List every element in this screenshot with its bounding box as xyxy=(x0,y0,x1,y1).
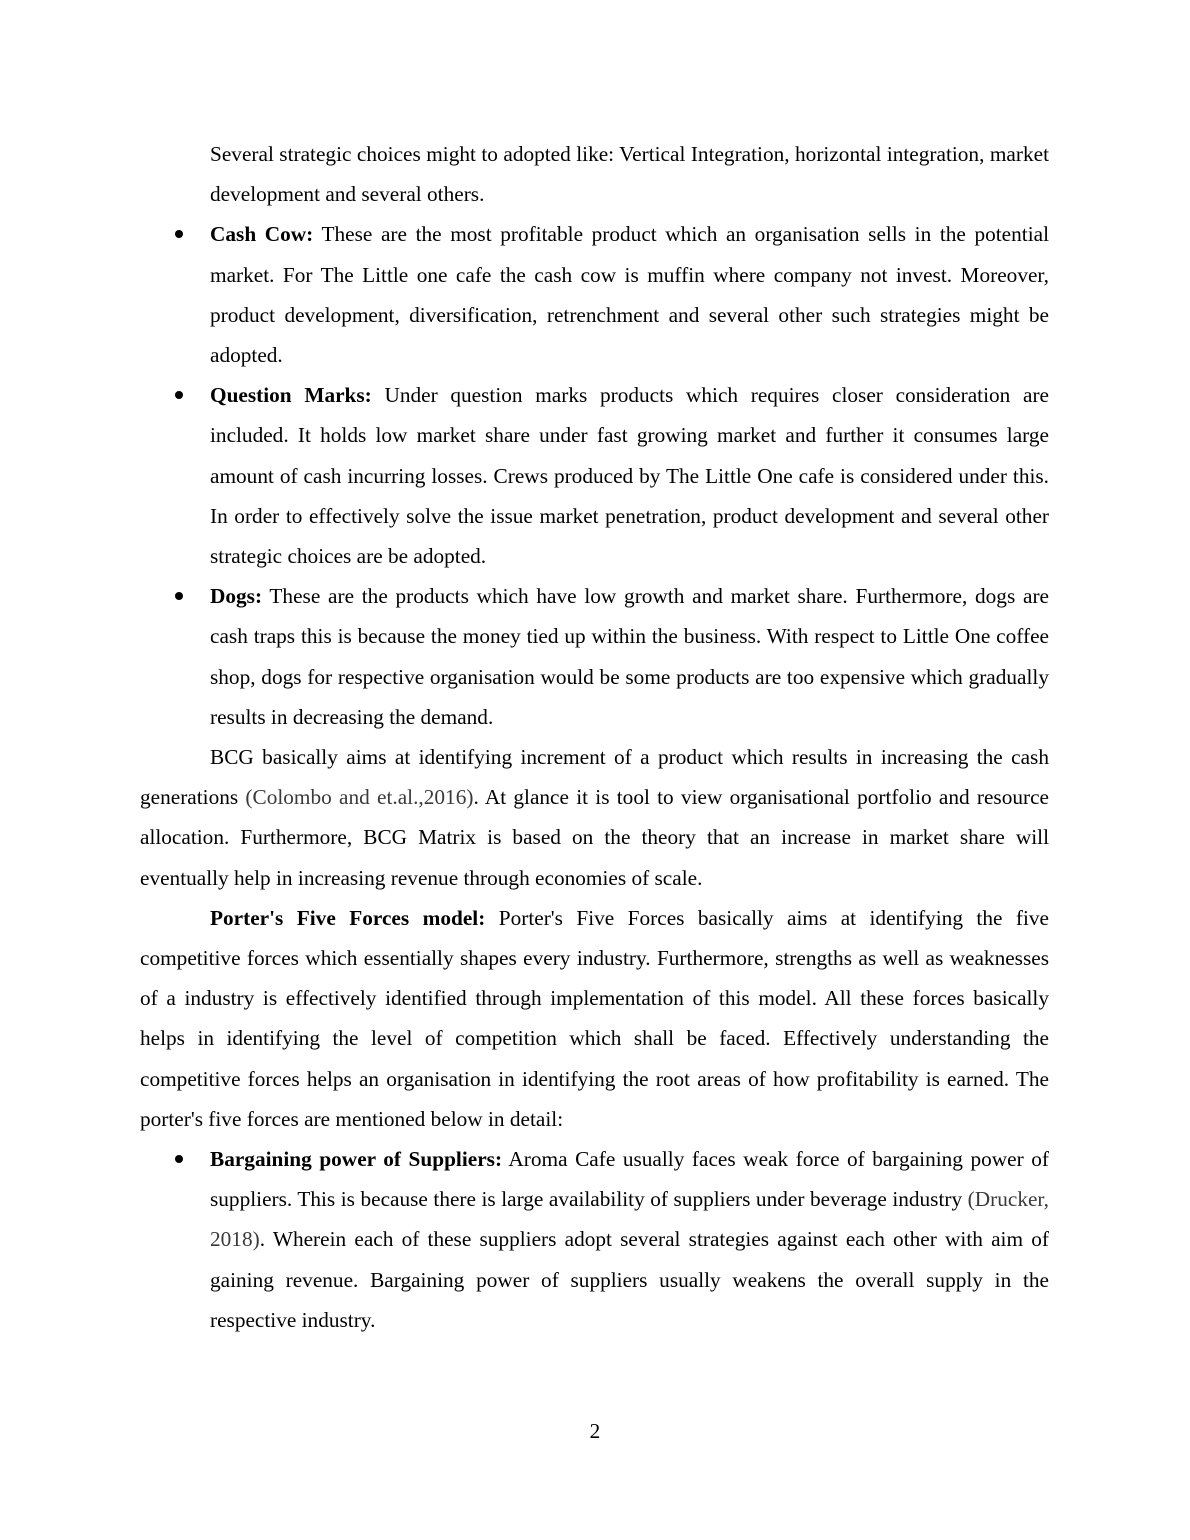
bullet-icon xyxy=(175,391,183,399)
bullet-question-marks xyxy=(140,375,1049,576)
bcg-bullet-list xyxy=(140,214,1049,737)
bcg-text-before: BCG basically aims at identifying increment of a product which results in increasing the cash generations xyxy=(140,745,1049,810)
bullet-term: Dogs: xyxy=(210,584,263,609)
bullet-text: Under question marks products which requires closer consideration are included. It holds low market share under fast growing market and further it consumes large amount of cash incurring losses. Crews produced by The Little One cafe is considered under this. In order to effectively solve the issue market penetration, product development and several other strategic choices are be adopted. xyxy=(210,383,1049,569)
bullet-term: Question Marks: xyxy=(210,383,372,408)
bullet-text: These are the most profitable product which an organisation sells in the potential market. For The Little one cafe the cash cow is muffin where company not invest. Moreover, product development, diversification, retrenchment and several other such strategies might be adopted. xyxy=(210,222,1049,368)
page-content xyxy=(140,134,1049,1340)
bullet-text: These are the products which have low growth and market share. Furthermore, dogs are cash traps this is because the money tied up within the business. With respect to Little One coffee shop, dogs for respective organisation would be some products are too expensive which gradually results in decreasing the demand. xyxy=(210,584,1049,729)
porter-paragraph xyxy=(140,898,1049,1139)
bullet-icon xyxy=(175,592,183,600)
intro-continuation: Several strategic choices might to adopted like: Vertical Integration, horizontal integration, market development and several others. xyxy=(210,142,1049,207)
bullet-icon xyxy=(175,230,183,238)
citation-colombo: (Colombo and et.al.,2016) xyxy=(245,785,474,810)
bcg-text-after: . At glance it is tool to view organisational portfolio and resource allocation. Furthermore, BCG Matrix is based on the theory that an increase in market share will eventually help in increasing revenue through economies of scale. xyxy=(140,785,1050,890)
porter-bullet-list xyxy=(140,1139,1049,1340)
bullet-text-before: Aroma Cafe usually faces weak force of bargaining power of suppliers. This is because there is large availability of suppliers under beverage industry xyxy=(210,1147,1049,1212)
bullet-term: Cash Cow: xyxy=(210,222,314,247)
porter-text: Porter's Five Forces basically aims at identifying the five competitive forces which essentially shapes every industry. Furthermore, strengths as well as weaknesses of a industry is effectively identified through implementation of this model. All these forces basically helps in identifying the level of competition which shall be faced. Effectively understanding the competitive forces helps an organisation in identifying the root areas of how profitability is earned. The porter's five forces are mentioned below in detail: xyxy=(140,905,1049,1131)
bullet-dogs xyxy=(140,576,1049,737)
bullet-bargaining-power-suppliers xyxy=(140,1139,1049,1340)
bcg-paragraph xyxy=(140,737,1049,898)
citation-drucker: (Drucker, 2018) xyxy=(210,1187,1049,1252)
porter-term: Porter's Five Forces model: xyxy=(210,905,486,930)
bullet-cash-cow xyxy=(140,214,1049,375)
bullet-text-after: . Wherein each of these suppliers adopt several strategies against each other with aim of gaining revenue. Bargaining power of suppliers usually weakens the overall supply in the respective industry. xyxy=(210,1227,1049,1332)
bullet-term: Bargaining power of Suppliers: xyxy=(210,1147,503,1172)
page-number: 2 xyxy=(589,1419,601,1443)
bullet-icon xyxy=(175,1155,183,1163)
